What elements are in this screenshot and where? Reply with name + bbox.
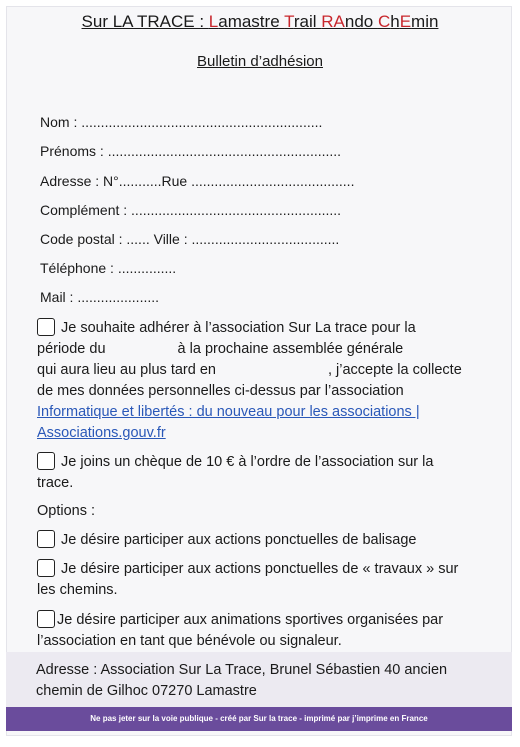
address-line1: Adresse : Association Sur La Trace, Brunel Sébastien 40 ancien — [36, 662, 448, 678]
option-animations — [37, 610, 497, 652]
cnil-link-line1[interactable]: Informatique et libertés : du nouveau pour les associations | — [37, 404, 420, 420]
footer-notice: Ne pas jeter sur la voie publique - créé par Sur la trace - imprimé par j’imprime en France — [6, 707, 512, 731]
address-line2: chemin de Gilhoc 07270 Lamastre — [36, 683, 257, 699]
title-part: E — [399, 12, 412, 31]
cheque-checkbox[interactable] — [37, 452, 55, 470]
field-complement[interactable]: Complément : ...................................................... — [40, 202, 342, 218]
page-title — [0, 12, 520, 32]
cnil-link-line2[interactable]: Associations.gouv.fr — [37, 425, 166, 441]
option-animations-checkbox[interactable] — [37, 610, 55, 628]
field-mail[interactable]: Mail : ..................... — [40, 289, 160, 305]
option-travaux — [37, 559, 497, 601]
option-travaux-line2: les chemins. — [37, 582, 118, 598]
option-animations-line1: Je désire participer aux animations sportives organisées par — [57, 612, 444, 628]
cheque-block — [37, 452, 497, 494]
option-balisage-label: Je désire participer aux actions ponctuelles de balisage — [61, 532, 417, 548]
options-label: Options : — [37, 503, 96, 519]
option-balisage-checkbox[interactable] — [37, 530, 55, 548]
adhesion-block — [37, 318, 497, 444]
cheque-line2: trace. — [37, 475, 74, 491]
adhesion-line2a: période du — [37, 341, 106, 357]
title-prefix: Sur LA TRACE : — [81, 12, 209, 31]
adhesion-line3b: , j’accepte la collecte — [327, 362, 462, 378]
option-travaux-checkbox[interactable] — [37, 559, 55, 577]
field-adresse[interactable]: Adresse : N°...........Rue .......................................... — [40, 173, 355, 189]
title-part: min — [411, 12, 439, 31]
cheque-line1: Je joins un chèque de 10 € à l’ordre de l’association sur la — [61, 454, 434, 470]
adhesion-checkbox[interactable] — [37, 318, 55, 336]
adhesion-line3a: qui aura lieu au plus tard en — [37, 362, 216, 378]
adhesion-line4: de mes données personnelles ci-dessus par l’association — [37, 383, 404, 399]
title-part: RA — [321, 12, 345, 31]
title-part: amastre — [218, 12, 285, 31]
title-part: rail — [293, 12, 322, 31]
title-part: ndo — [344, 12, 378, 31]
title-part: T — [284, 12, 294, 31]
field-telephone[interactable]: Téléphone : ............... — [40, 260, 177, 276]
title-part: h — [390, 12, 400, 31]
title-part: L — [208, 12, 219, 31]
field-prenoms[interactable]: Prénoms : ............................................................ — [40, 143, 342, 159]
option-balisage — [37, 530, 497, 551]
page-subtitle: Bulletin d’adhésion — [197, 53, 323, 70]
title-part: C — [377, 12, 391, 31]
adhesion-line1: Je souhaite adhérer à l’association Sur La trace pour la — [61, 320, 416, 336]
field-code-postal-ville[interactable]: Code postal : ...... Ville : ...................................... — [40, 231, 340, 247]
field-nom[interactable]: Nom : .............................................................. — [40, 114, 323, 130]
adhesion-line2b: à la prochaine assemblée générale — [177, 341, 404, 357]
association-address — [36, 660, 486, 702]
option-travaux-line1: Je désire participer aux actions ponctuelles de « travaux » sur — [61, 561, 459, 577]
option-animations-line2: l’association en tant que bénévole ou signaleur. — [37, 633, 342, 649]
